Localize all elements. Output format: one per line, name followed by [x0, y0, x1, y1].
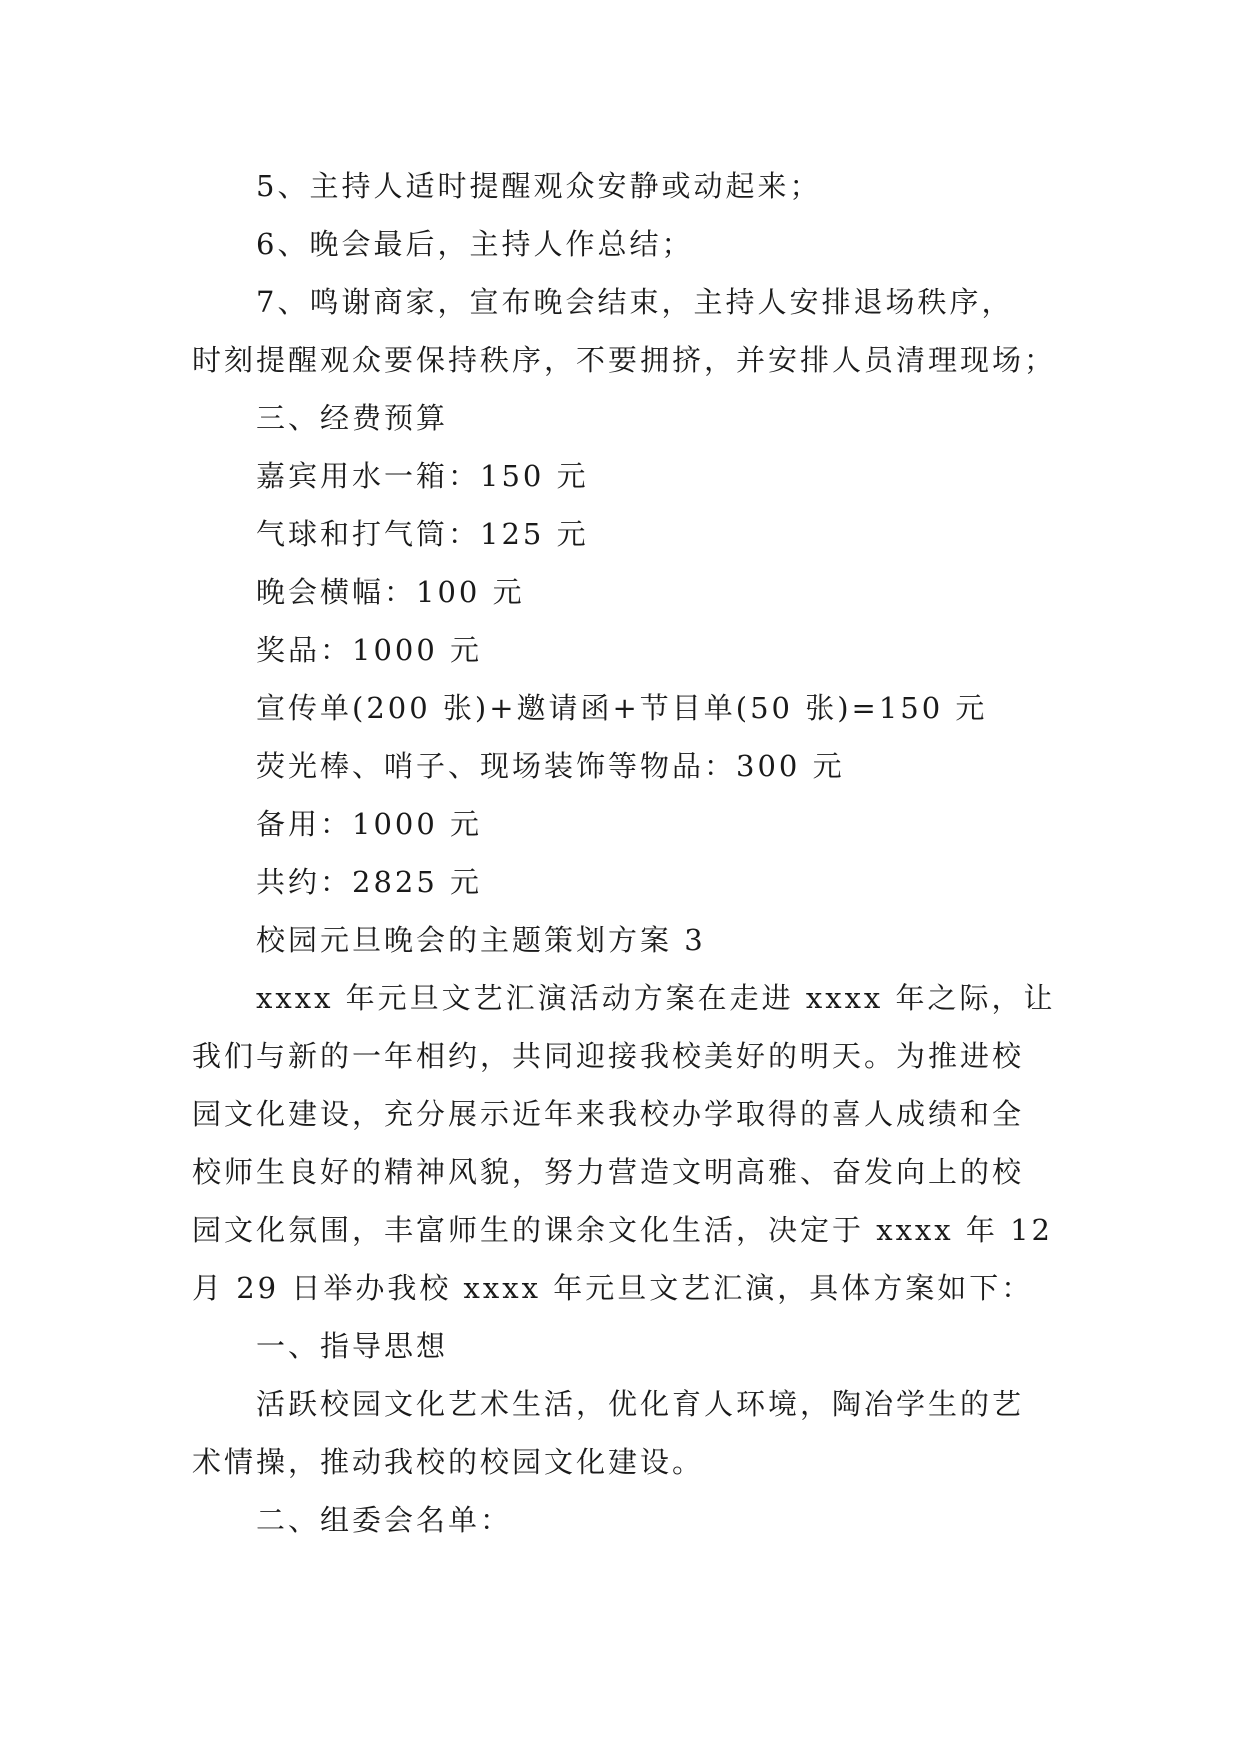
paragraph-line: 月 29 日举办我校 xxxx 年元旦文艺汇演，具体方案如下：: [192, 1271, 1034, 1305]
paragraph-line: 园文化氛围，丰富师生的课余文化生活，决定于 xxxx 年 12: [192, 1213, 1053, 1247]
committee-heading: 二、组委会名单：: [256, 1503, 513, 1537]
guiding-idea-line: 术情操，推动我校的校园文化建设。: [192, 1445, 705, 1479]
budget-item-prizes: 奖品：1000 元: [256, 633, 483, 667]
paragraph-line: 我们与新的一年相约，共同迎接我校美好的明天。为推进校: [192, 1039, 1025, 1073]
paragraph-line: 园文化建设，充分展示近年来我校办学取得的喜人成绩和全: [192, 1097, 1025, 1131]
budget-item-banner: 晚会横幅：100 元: [256, 575, 525, 609]
section-title-plan-3: 校园元旦晚会的主题策划方案 3: [256, 923, 706, 957]
budget-total: 共约：2825 元: [256, 865, 483, 899]
guiding-idea-heading: 一、指导思想: [256, 1329, 449, 1363]
budget-item-balloons: 气球和打气筒：125 元: [256, 517, 589, 551]
step-7-line: 7、鸣谢商家，宣布晚会结束，主持人安排退场秩序，: [256, 285, 1014, 319]
budget-item-water: 嘉宾用水一箱：150 元: [256, 459, 589, 493]
step-6-line: 6、晚会最后，主持人作总结；: [256, 227, 694, 261]
paragraph-line: xxxx 年元旦文艺汇演活动方案在走进 xxxx 年之际，让: [256, 981, 1056, 1015]
budget-item-flyers: 宣传单(200 张)+邀请函+节目单(50 张)=150 元: [256, 691, 988, 725]
step-7-continuation: 时刻提醒观众要保持秩序，不要拥挤，并安排人员清理现场；: [192, 343, 1057, 377]
budget-heading: 三、经费预算: [256, 401, 449, 435]
paragraph-line: 校师生良好的精神风貌，努力营造文明高雅、奋发向上的校: [192, 1155, 1025, 1189]
guiding-idea-line: 活跃校园文化艺术生活，优化育人环境，陶冶学生的艺: [256, 1387, 1025, 1421]
budget-item-reserve: 备用：1000 元: [256, 807, 483, 841]
step-5-line: 5、主持人适时提醒观众安静或动起来；: [256, 169, 822, 203]
budget-item-glowsticks: 荧光棒、哨子、现场装饰等物品：300 元: [256, 749, 845, 783]
